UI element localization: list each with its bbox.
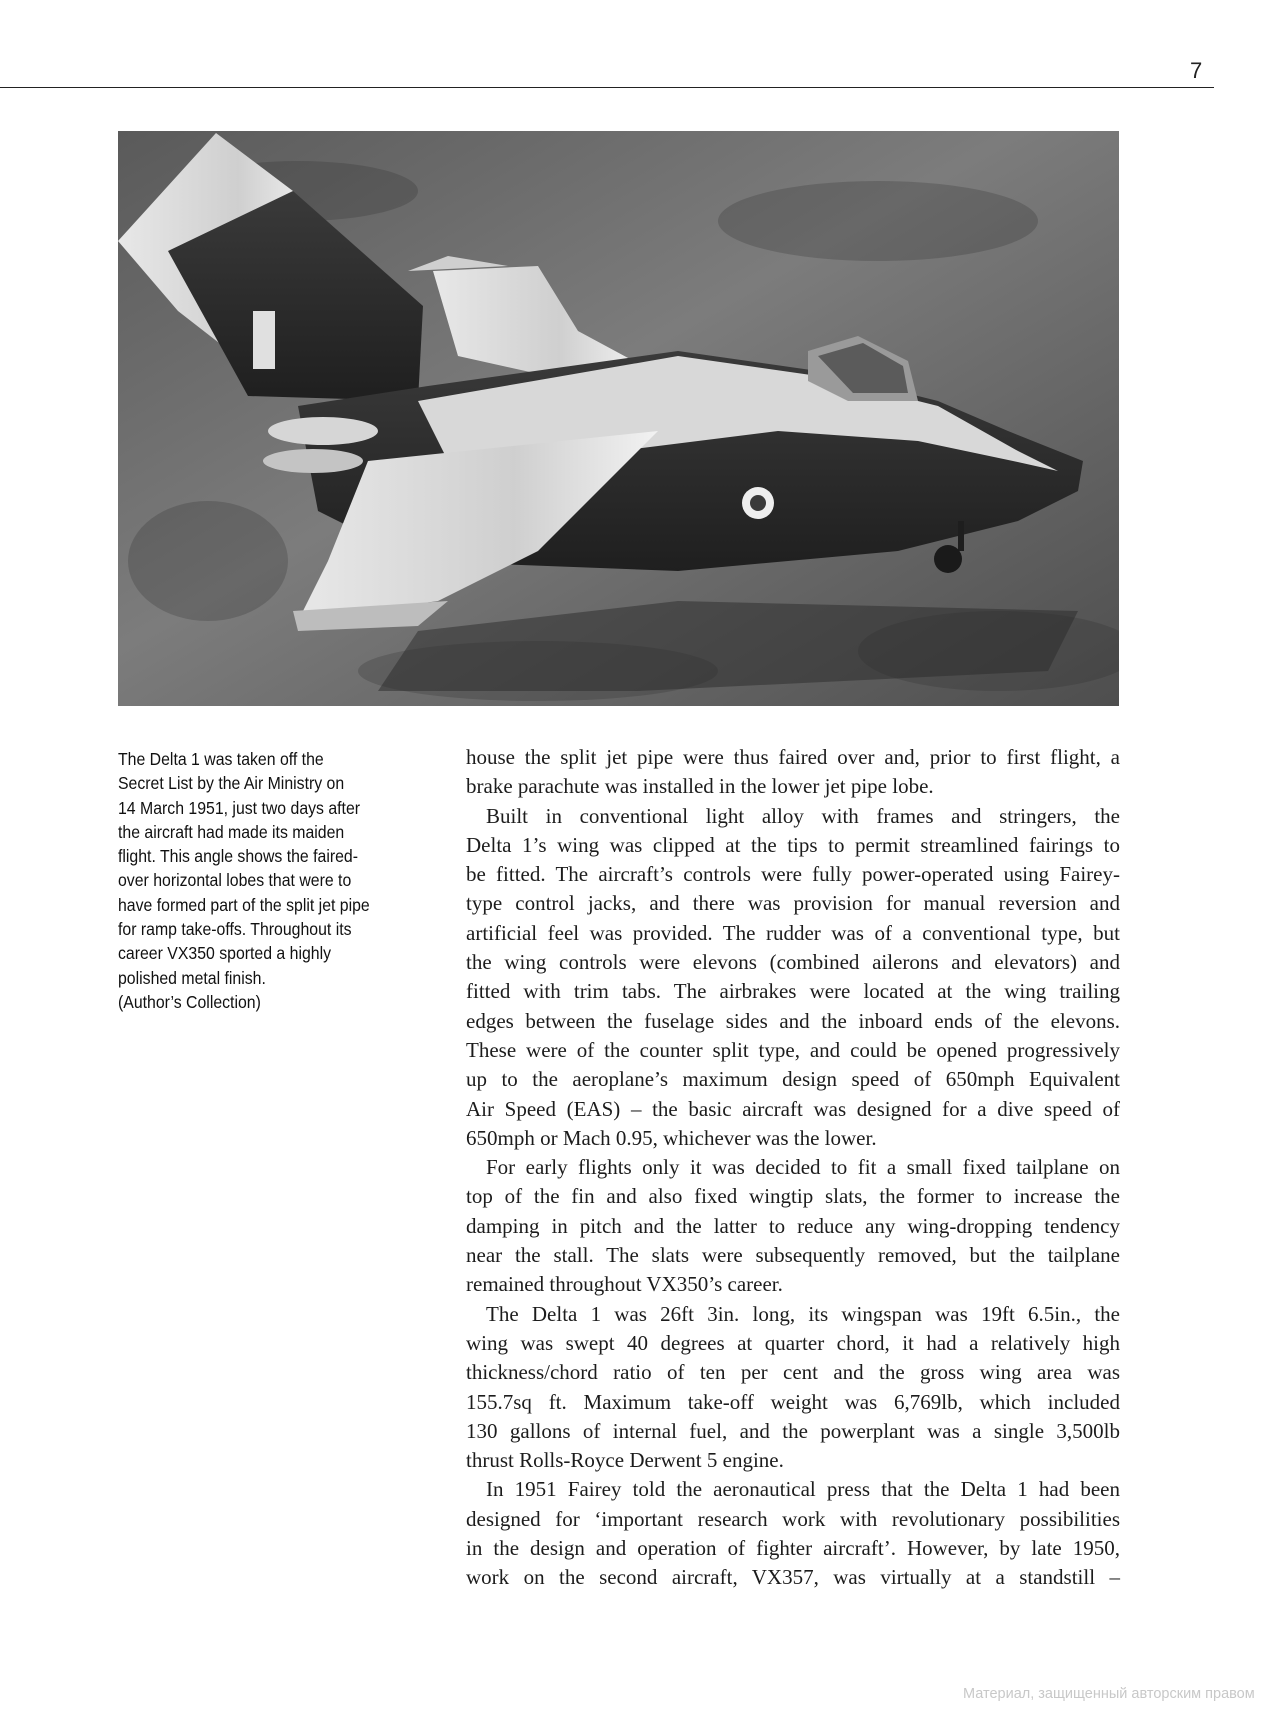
body-line: For early flights only it was decided to fit a small fixed tailplane on (486, 1155, 1120, 1180)
body-line: top of the fin and also fixed wingtip slats, the former to increase the (466, 1184, 1120, 1209)
body-line: 650mph or Mach 0.95, whichever was the lower. (466, 1125, 877, 1150)
body-line: 130 gallons of internal fuel, and the powerplant was a single 3,500lb (466, 1418, 1120, 1443)
body-line: house the split jet pipe were thus faired over and, prior to first flight, a (466, 745, 1120, 769)
body-line: Delta 1’s wing was clipped at the tips to permit streamlined fairings to (466, 832, 1120, 857)
body-line: type control jacks, and there was provision for manual reversion and (466, 891, 1120, 916)
body-line: in the design and operation of fighter aircraft’. However, by late 1950, (466, 1536, 1120, 1561)
header-rule (0, 87, 1214, 88)
photo-caption (118, 747, 388, 1014)
body-line: fitted with trim tabs. The airbrakes were located at the wing trailing (466, 979, 1120, 1004)
body-text (466, 743, 1120, 1593)
caption-line: for ramp take-offs. Throughout its (118, 919, 352, 940)
body-line: brake parachute was installed in the lower jet pipe lobe. (466, 774, 934, 799)
body-line: thrust Rolls-Royce Derwent 5 engine. (466, 1448, 784, 1473)
body-line: Air Speed (EAS) – the basic aircraft was designed for a dive speed of (466, 1096, 1120, 1121)
body-line: thickness/chord ratio of ten per cent and the gross wing area was (466, 1360, 1120, 1385)
caption-line: (Author’s Collection) (118, 991, 261, 1012)
copyright-watermark: Материал, защищенный авторским правом (963, 1686, 1255, 1702)
page-number: 7 (1190, 58, 1203, 83)
body-line: the wing controls were elevons (combined ailerons and elevators) and (466, 950, 1120, 975)
body-line: designed for ‘important research work with revolutionary possibilities (466, 1506, 1120, 1531)
body-line: 155.7sq ft. Maximum take-off weight was 6,769lb, which included (466, 1389, 1120, 1414)
body-line: near the stall. The slats were subsequently removed, but the tailplane (466, 1243, 1120, 1268)
body-line: Built in conventional light alloy with frames and stringers, the (486, 803, 1120, 828)
caption-line: career VX350 sported a highly (118, 943, 332, 964)
body-line: be fitted. The aircraft’s controls were fully power-operated using Fairey- (466, 862, 1120, 887)
caption-line: flight. This angle shows the faired- (118, 846, 358, 867)
body-line: edges between the fuselage sides and the inboard ends of the elevons. (466, 1008, 1120, 1033)
body-line: up to the aeroplane’s maximum design speed of 650mph Equivalent (466, 1067, 1120, 1092)
caption-line: 14 March 1951, just two days after (118, 797, 361, 818)
caption-line: have formed part of the split jet pipe (118, 894, 370, 915)
aircraft-photo (118, 131, 1119, 706)
body-line: wing was swept 40 degrees at quarter chord, it had a relatively high (466, 1330, 1120, 1355)
aircraft-photo-icon (118, 131, 1119, 706)
caption-line: Secret List by the Air Ministry on (118, 773, 345, 794)
body-line: The Delta 1 was 26ft 3in. long, its wingspan was 19ft 6.5in., the (486, 1301, 1120, 1326)
caption-line: the aircraft had made its maiden (118, 821, 345, 842)
caption-line: over horizontal lobes that were to (118, 870, 352, 891)
body-line: artificial feel was provided. The rudder was of a conventional type, but (466, 920, 1120, 945)
body-line: work on the second aircraft, VX357, was virtually at a standstill – (466, 1565, 1120, 1590)
caption-line: polished metal finish. (118, 967, 266, 988)
body-line: In 1951 Fairey told the aeronautical press that the Delta 1 had been (486, 1477, 1120, 1502)
body-line: damping in pitch and the latter to reduce any wing-dropping tendency (466, 1213, 1120, 1238)
caption-line: The Delta 1 was taken off the (118, 749, 324, 769)
body-line: These were of the counter split type, and could be opened progressively (466, 1037, 1120, 1062)
body-line: remained throughout VX350’s career. (466, 1272, 783, 1297)
